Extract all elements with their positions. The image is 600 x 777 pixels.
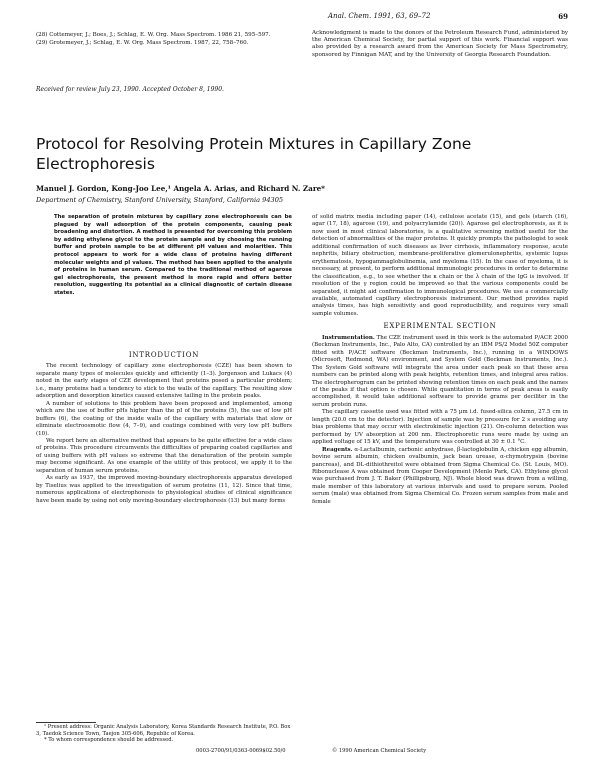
intro-paragraph: The recent technology of capillary zone electrophoresis (CZE) has been shown to separate many types of molecules quickly and efficiently (1–3). Jorgenson and Lukacs (4) noted in the early stages of CZE development that proteins posed a particular problem; i.e., many proteins had a tendency to stick to the walls of the capillary. The resulting slow adsorption and desorption kinetics caused extensive tailing in the protein peaks. [36,363,292,400]
journal-reference: Anal. Chem. 1991, 63, 69–72 [328,12,431,20]
affiliation: Department of Chemistry, Stanford University, Stanford, California 94305 [36,196,284,204]
article-title: Protocol for Resolving Protein Mixtures in Capillary Zone Electrophoresis [36,135,472,173]
reagents-label: Reagents. [322,446,353,453]
footnote-correspondence: * To whom correspondence should be addressed. [44,737,174,744]
left-column [36,352,292,505]
intro-paragraph: As early as 1937, the improved moving-boundary electrophoresis apparatus developed by Tiselius was applied to the investigation of serum proteins (11, 12). Since that time, numerous applications of electrophoresis to physiological studies of clinical significance have been made by using not only moving-boundary electrophoresis (13) but many forms [36,475,292,504]
reagents-paragraph [312,447,568,507]
capillary-paragraph: The capillary cassette used was fitted with a 75 µm i.d. fused-silica column, 27.5 cm in length (20.0 cm to the detector). Injection of sample was by pressure for 2 s avoiding any bias problems that may occur with electrokinetic injection (21). On-column detection was performed by UV absorption at 200 nm. Electrophoretic runs were made by using an applied voltage of 15 kV, and the temperature was controlled at 30 ± 0.1 °C. [312,409,568,446]
reagents-text: α-Lactalbumin, carbonic anhydrase, β-lactoglobulin A, chicken egg albumin, bovine serum albumin, chicken ovalbumin, jack bean urease, α-chymotrypsin (bovine pancreas), and DL-dithiothreitol were obtained from Sigma Chemical Co. (St. Louis, MO). Ribonuclease A was obtained from Cooper Development (Menlo Park, CA). Ethylene glycol was purchased from J. T. Baker (Phillipsburg, NJ). Whole blood was drawn from a willing, male member of this laboratory at various intervals and used to prepare serum. Pooled serum (male) was obtained from Sigma Chemical Co. Frozen serum samples from male and female [312,446,569,505]
experimental-heading: EXPERIMENTAL SECTION [383,322,497,331]
instrumentation-paragraph [312,335,568,410]
page-number: 69 [558,12,568,21]
abstract: The separation of protein mixtures by capillary zone electrophoresis can be plagued by wall adsorption of the protein components, causing peak broadening and distortion. A method is presented for overcoming this problem by adding ethylene glycol to the protein sample and by choosing the running buffer and protein sample to be at different pH values and molarities. This protocol appears to work for a wide class of proteins having different molecular weights and pI values. The method has been applied to the analysis of proteins in human serum. Compared to the traditional method of agarose gel electrophoresis, the present method is more rapid and offers better resolution, suggesting its potential as a clinical diagnostic of certain disease states. [54,214,292,296]
footnote-address: ¹ Present address: Organic Analysis Laboratory, Korea Standards Research Institute, P.O. Box 3, Taedok Science Town, Taejon 305-606, Republic of Korea. [36,724,291,737]
right-column [312,214,568,506]
intro-paragraph: A number of solutions to this problem have been proposed and implemented, among which are the use of buffer pHs higher than the pI of the proteins (5), the use of low pH buffers (6), the coating of the inside walls of the capillary with materials that slow or eliminate electroosmotic flow (4, 7–9), and coatings combined with very low pH buffers (10). [36,400,292,437]
page-header [0,12,600,26]
introduction-heading: INTRODUCTION [128,351,200,359]
instrumentation-label: Instrumentation. [322,334,375,341]
footnotes [36,724,292,744]
references-list [36,32,292,48]
reference-item: (29) Grotemeyer, J.; Schlag, E. W. Org. Mass Spectrom. 1987, 22, 758–760. [36,40,249,46]
reference-item: (28) Cottemeyer, J.; Boes, J.; Schlag, E. W. Org. Mass Spectrom. 1986 21, 595–597. [36,32,271,38]
article-code: 0003-2700/91/0363-0069$02.50/0 [196,748,286,754]
acknowledgment: Acknowledgment is made to the donors of the Petroleum Research Fund, administered by the American Chemical Society, for partial support of this work. Financial support was also provided by a research award from the American Society for Mass Spectrometry, sponsored by Finnigan MAT, and by the University of Georgia Research Foundation. [312,30,568,58]
copyright: © 1990 American Chemical Society [332,748,427,754]
footnote-rule [36,722,96,723]
author-list: Manuel J. Gordon, Kong-Joo Lee,¹ Angela A. Arias, and Richard N. Zare* [36,184,325,193]
received-date: Received for review July 23, 1990. Accepted October 8, 1990. [36,86,224,93]
intro-continuation: of solid matrix media including paper (14), cellulose acetate (15), and gels (starch (16), agar (17, 18), agarose (19), and polyacrylamide (20)). Agarose gel electrophoresis, as it is now used in most clinical laboratories, is a qualitative screening method useful for the detection of abnormalities of the major proteins. It quickly prompts the pathologist to seek additional confirmation of such diseases as liver cirrhosis, inflammatory response, acute nephritis, biliary obstruction, membrane-proliferative glomerulonephritis, systemic lupus erythematosis, hypogammaglobulinemia, and myeloma (15). In the case of myeloma, it is necessary, at present, to perform additional immunologic procedures in order to determine the classification, e.g., to see whether the κ chain or the λ chain of the IgG is involved. If resolution of the γ region could be improved so that the various components could be separated, it might aid confirmation to immunological procedures. We use a commercially available, automated capillary electrophoresis instrument. Our method provides rapid analysis times, has high sensitivity and good reproducibility, and requires very small sample volumes. [312,214,568,317]
intro-paragraph: We report here an alternative method that appears to be quite effective for a wide class of proteins. This procedure circumvents the difficulties of preparing coated capillaries and of using buffers with pH values so extreme that the denaturation of the protein sample may become significant. As one example of the utility of this protocol, we apply it to the separation of human serum proteins. [36,437,292,474]
instrumentation-text: The CZE instrument used in this work is the automated P/ACE 2000 (Beckman Instruments, Inc., Palo Alto, CA) controlled by an IBM PS/2 Model 50Z computer fitted with P/ACE software (Beckman Instruments, Inc.), running in a WINDOWS (Microsoft, Redmond, WA) environment, and System Gold (Beckman Instruments, Inc.). The System Gold software will integrate the area under each peak so that these area numbers can be printed along with peak heights, retention times, and integral area ratios. The electropherogram can be printed showing retention times on each peak and the names of the peaks if that option is chosen. While quantitation in terms of peak areas is easily accomplished, it would take additional software to provide grams per deciliter in the serum protein runs. [312,334,568,408]
